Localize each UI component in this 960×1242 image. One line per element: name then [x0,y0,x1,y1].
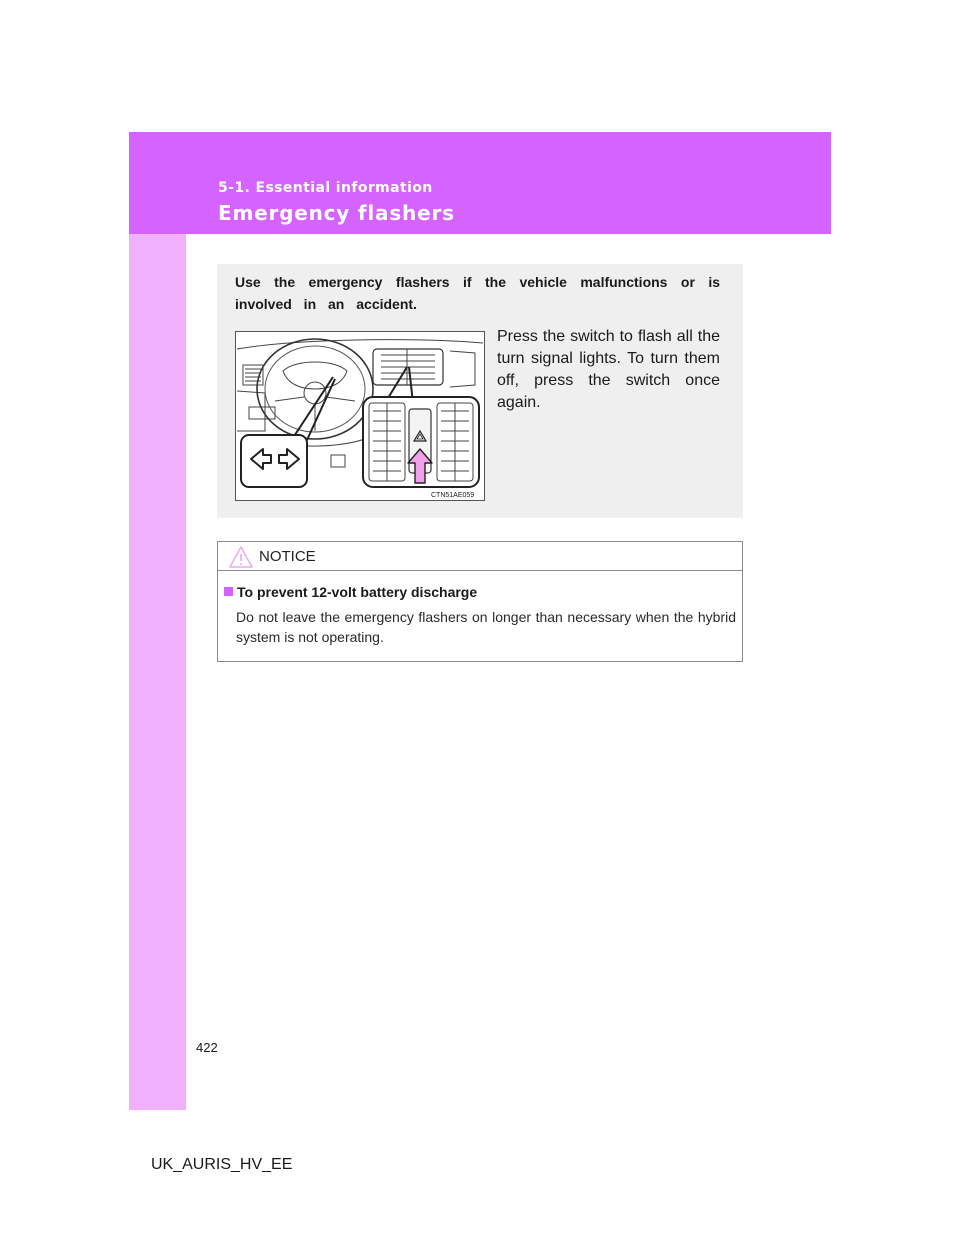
instruction-text: Press the switch to flash all the turn signal lights. To turn them off, press the switch once again. [497,328,720,411]
notice-header [218,542,742,571]
dashboard-illustration [235,331,485,501]
warning-triangle-icon [228,545,254,569]
square-bullet-icon [224,587,233,596]
notice-box [217,541,743,662]
notice-item-text: Do not leave the emergency flashers on longer than necessary when the hybrid system is not operating. [236,609,736,645]
section-label: 5-1. Essential information [218,180,433,196]
notice-item [224,583,736,647]
footer-code: UK_AURIS_HV_EE [151,1156,293,1173]
notice-item-title-text: To prevent 12-volt battery discharge [237,584,478,600]
side-tab [129,132,186,1110]
notice-item-title [224,583,736,601]
page-number: 422 [196,1040,218,1055]
illustration-code: CTN51AE059 [431,492,475,499]
notice-label: NOTICE [259,548,316,565]
page-title: Emergency flashers [218,201,455,225]
intro-text: Use the emergency flashers if the vehicle malfunctions or is involved in an accident. [235,274,720,312]
